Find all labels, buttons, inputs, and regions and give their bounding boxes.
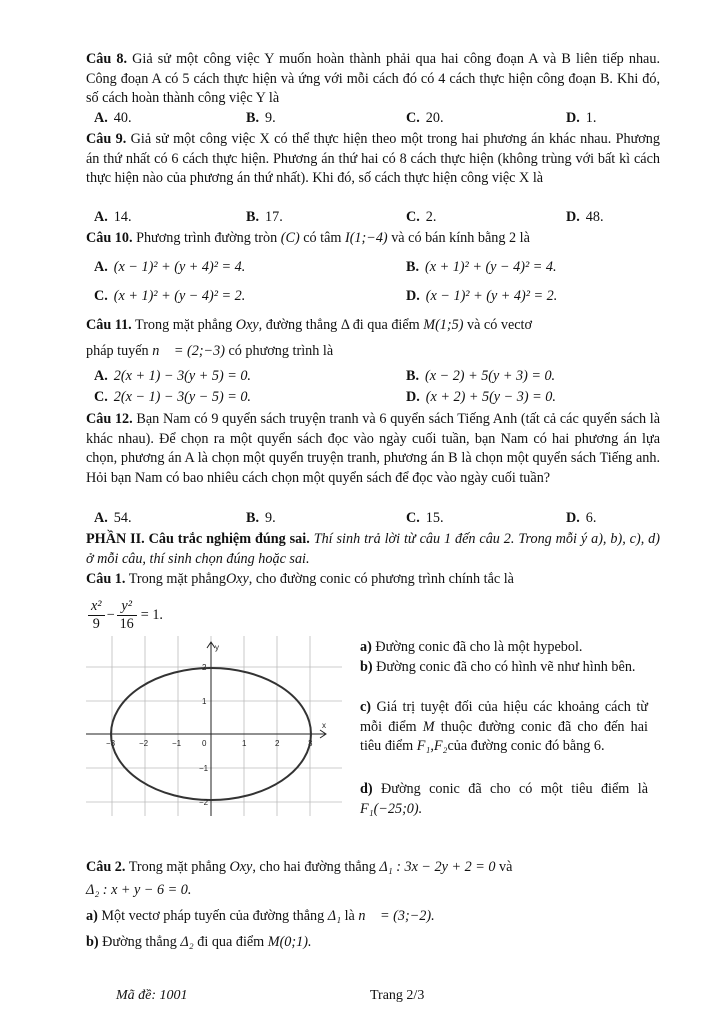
- option-a: A. 54.: [94, 510, 132, 526]
- statement-a: [360, 638, 648, 658]
- question-text: Phương trình đường tròn: [132, 230, 281, 246]
- line-symbol: Δ₂: [180, 934, 194, 950]
- question-text: có tâm: [299, 230, 345, 246]
- part2-question-1: [86, 570, 660, 590]
- option-a: A. 14.: [94, 209, 132, 225]
- y-tick: −1: [199, 764, 209, 773]
- y-axis-label: y: [215, 643, 219, 652]
- equation-rhs: = 1.: [140, 606, 163, 623]
- x-axis-label: x: [322, 721, 326, 730]
- question-text: Trong mặt phẳng: [131, 317, 236, 333]
- question-text: và có bán kính bằng 2 là: [387, 230, 530, 246]
- part-instruction: Thí sinh trả lời từ câu 1 đến câu 2. Trong mỗi ý a), b), c), d) ở mỗi câu, thí sinh chọn đúng hoặc sai.: [86, 531, 660, 567]
- x-tick: 1: [242, 739, 247, 748]
- part-2-heading: [86, 530, 660, 569]
- question-text: Bạn Nam có 9 quyển sách truyện tranh và 6 quyển sách Tiếng Anh (tất cả các quyển sách là khác nhau). Để chọn ra một quyển sách đọc vào ngày cuối tuần, bạn Nam có hai phương án lựa chọn, phương án A là chọn một quyển truyện tranh, phương án B là chọn một quyển sách Tiếng anh. Hỏi bạn Nam có bao nhiêu cách chọn một quyển sách để đọc vào ngày cuối tuần?: [86, 411, 660, 486]
- question-text: pháp tuyến: [86, 343, 153, 359]
- option-c: C. 15.: [406, 510, 444, 526]
- question-text: và có vectơ: [463, 317, 532, 333]
- question-11-options-row1: [94, 368, 654, 388]
- question-9: [86, 130, 660, 189]
- statement-text: Đường thẳng: [98, 934, 181, 950]
- part2-q2-statement-a: [86, 907, 660, 927]
- option-b: B. 9.: [246, 110, 276, 126]
- line-2-equation: Δ₂ : x + y − 6 = 0.: [86, 882, 192, 898]
- question-text: , đường thẳng Δ đi qua điểm: [258, 317, 424, 333]
- normal-vector: n⃗ = (3;−2).: [358, 908, 435, 924]
- question-text: Giả sử một công việc Y muốn hoàn thành phải qua hai công đoạn A và B liên tiếp nhau. Công đoạn A có 5 cách thực hiện và ứng với mỗi cách đó có 4 cách thực hiện công đoạn B. Khi đó, số cách hoàn thành công việc Y là: [86, 51, 660, 107]
- statement-text: là: [341, 908, 359, 924]
- option-c: C. 2.: [406, 209, 437, 225]
- question-label: Câu 2.: [86, 859, 126, 875]
- fraction-x: $\frac{\text{x²}}{9}$: [88, 598, 105, 633]
- question-text: , cho đường conic có phương trình chính tắc là: [248, 571, 514, 587]
- question-11-options-row2: [94, 389, 654, 409]
- statement-label: a): [86, 908, 98, 924]
- center-point: I(1;−4): [344, 230, 388, 246]
- option-d: D. 48.: [566, 209, 604, 225]
- part2-question-2: [86, 858, 660, 878]
- normal-vector: n⃗ = (2;−3): [152, 343, 225, 359]
- option-a: A. 40.: [94, 110, 132, 126]
- statement-text: đi qua điểm: [193, 934, 268, 950]
- point-symbol: M(1;5): [423, 317, 464, 333]
- statement-c: [360, 698, 648, 757]
- option-c: C. 20.: [406, 110, 444, 126]
- plane-symbol: Oxy: [225, 571, 249, 587]
- statement-text: Đường conic đã cho có hình vẽ như hình bên.: [372, 659, 636, 675]
- question-9-options: [94, 209, 654, 229]
- statement-label: b): [86, 934, 99, 950]
- x-tick: −2: [139, 739, 149, 748]
- statement-text: Đường conic đã cho có một tiêu điểm là: [372, 781, 648, 797]
- y-tick: 1: [202, 697, 207, 706]
- question-label: Câu 10.: [86, 230, 133, 246]
- focus-point: F₁(−25;0).: [360, 800, 423, 817]
- question-8-options: [94, 110, 654, 130]
- x-tick: 0: [202, 739, 207, 748]
- statement-label: a): [360, 639, 372, 655]
- plane-symbol: Oxy: [229, 859, 253, 875]
- x-tick: −1: [172, 739, 182, 748]
- line-1-equation: Δ₁ : 3x − 2y + 2 = 0: [379, 859, 496, 875]
- question-label: Câu 8.: [86, 51, 128, 67]
- question-text: và: [495, 859, 513, 875]
- plane-symbol: Oxy: [235, 317, 259, 333]
- part2-q2-statement-b: [86, 933, 660, 953]
- statement-d: [360, 780, 648, 819]
- statement-text: của đường conic đó bằng 6.: [447, 738, 605, 755]
- grid-lines: [86, 636, 342, 816]
- minus-sign: −: [106, 606, 115, 623]
- option-d: D. (x − 1)² + (y + 4)² = 2.: [406, 288, 558, 304]
- statement-label: b): [360, 659, 373, 675]
- question-label: Câu 9.: [86, 131, 127, 147]
- line-2-row: [86, 881, 660, 901]
- option-c: C. 2(x − 1) − 3(y − 5) = 0.: [94, 389, 251, 405]
- y-tick: 2: [202, 663, 207, 672]
- question-text: có phương trình là: [224, 343, 334, 359]
- option-d: D. 1.: [566, 110, 597, 126]
- option-b: B. 17.: [246, 209, 283, 225]
- circle-symbol: (C): [280, 230, 300, 246]
- question-12: [86, 410, 660, 488]
- option-d: D. 6.: [566, 510, 597, 526]
- y-tick: −2: [199, 798, 209, 807]
- statement-text: Giá trị tuyệt đối của hiệu các khoảng cách từ mỗi điểm: [360, 699, 648, 735]
- statement-text: Đường conic đã cho là một hypebol.: [371, 639, 583, 655]
- fraction-y: $\frac{\text{y²}}{16}$: [117, 598, 137, 633]
- exam-code: Mã đề: 1001: [116, 988, 188, 1003]
- statement-label: d): [360, 781, 373, 797]
- question-text: , cho hai đường thẳng: [252, 859, 380, 875]
- question-11: [86, 316, 660, 336]
- foci-symbol: F₁,F₂: [416, 738, 448, 755]
- question-label: Câu 12.: [86, 411, 133, 427]
- option-b: B. (x − 2) + 5(y + 3) = 0.: [406, 368, 556, 384]
- question-12-options: [94, 510, 654, 530]
- question-text: Trong mặt phẳng: [125, 859, 230, 875]
- point-symbol: M: [422, 718, 435, 735]
- question-11-line2: [86, 342, 660, 362]
- statement-b: [360, 658, 648, 678]
- conic-equation: [86, 594, 163, 636]
- part-title: PHẦN II. Câu trắc nghiệm đúng sai.: [86, 531, 310, 547]
- option-b: B. (x + 1)² + (y − 4)² = 4.: [406, 259, 557, 275]
- point-symbol: M(0;1).: [267, 934, 312, 950]
- option-a: A. (x − 1)² + (y + 4)² = 4.: [94, 259, 246, 275]
- x-tick: −3: [106, 739, 116, 748]
- x-tick: 3: [308, 739, 313, 748]
- statement-label: c): [360, 699, 372, 715]
- question-10-options-row2: [94, 288, 654, 308]
- line-symbol: Δ₁: [327, 908, 342, 924]
- page-number: Trang 2/3: [370, 988, 425, 1003]
- statement-text: Một vectơ pháp tuyến của đường thẳng: [97, 908, 328, 924]
- option-d: D. (x + 2) + 5(y − 3) = 0.: [406, 389, 556, 405]
- ellipse-graph: [86, 636, 342, 816]
- option-a: A. 2(x + 1) − 3(y + 5) = 0.: [94, 368, 251, 384]
- question-text: Giả sử một công việc X có thể thực hiện theo một trong hai phương án khác nhau. Phương án thứ nhất có 6 cách thực hiện. Phương án thứ hai có 8 cách thực hiện (không trùng với bất kì cách thực hiện nào của phương án thứ nhất). Khi đó, số cách thực hiện công việc X là: [86, 131, 660, 187]
- question-label: Câu 1.: [86, 571, 126, 587]
- question-8: [86, 50, 660, 109]
- question-10: [86, 229, 660, 249]
- question-text: Trong mặt phẳng: [125, 571, 226, 587]
- option-c: C. (x + 1)² + (y − 4)² = 2.: [94, 288, 246, 304]
- option-b: B. 9.: [246, 510, 276, 526]
- question-10-options-row1: [94, 259, 654, 279]
- x-tick: 2: [275, 739, 280, 748]
- statement-text: thuộc đường conic đã cho đến hai tiêu điểm: [360, 718, 648, 755]
- question-label: Câu 11.: [86, 317, 132, 333]
